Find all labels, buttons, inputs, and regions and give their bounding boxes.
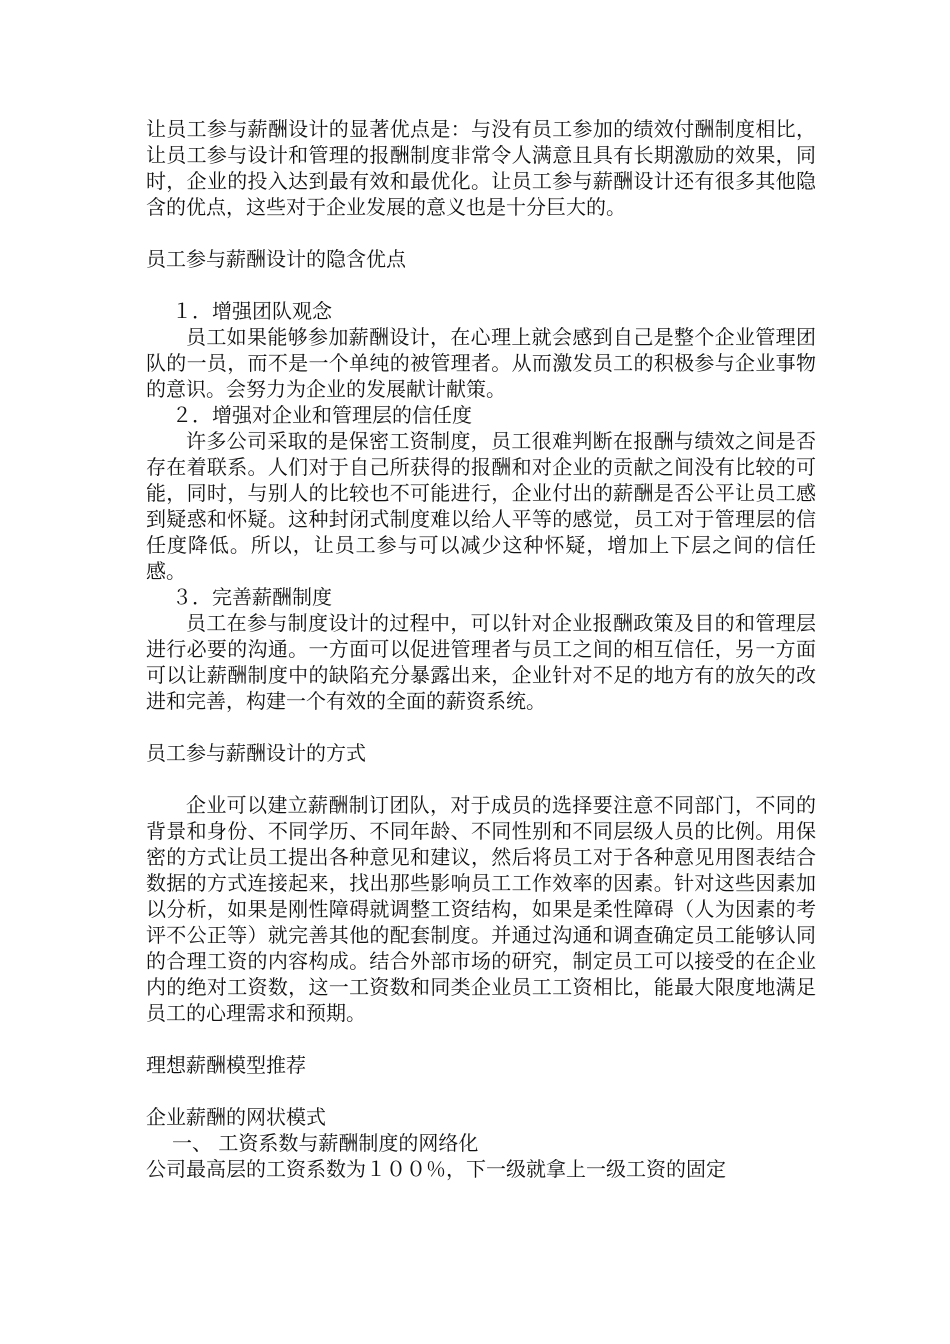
- spacer: [146, 766, 816, 792]
- spacer: [146, 1078, 816, 1104]
- intro-paragraph: 让员工参与薪酬设计的显著优点是：与没有员工参加的绩效付酬制度相比，让员工参与设计和管理的报酬制度非常令人满意且具有长期激励的效果，同时，企业的投入达到最有效和最优化。让员工参与薪酬设计还有很多其他隐含的优点，这些对于企业发展的意义也是十分巨大的。: [146, 117, 816, 219]
- section-heading-ideal-model: 理想薪酬模型推荐: [146, 1053, 306, 1077]
- document-page: [146, 116, 816, 1182]
- spacer: [146, 220, 816, 246]
- subsection-title: 一、 工资系数与薪酬制度的网络化: [172, 1131, 479, 1155]
- spacer: [146, 272, 816, 298]
- section-heading-network-model: 企业薪酬的网状模式: [146, 1105, 326, 1129]
- item-2-title: ２．增强对企业和管理层的信任度: [172, 403, 472, 427]
- section-heading-participation-methods: 员工参与薪酬设计的方式: [146, 741, 366, 765]
- item-1-title: １．增强团队观念: [172, 299, 332, 323]
- item-3-body: 员工在参与制度设计的过程中，可以针对企业报酬政策及目的和管理层进行必要的沟通。一方面可以促进管理者与员工之间的相互信任，另一方面可以让薪酬制度中的缺陷充分暴露出来，企业针对不足的地方有的放矢的改进和完善，构建一个有效的全面的薪资系统。: [146, 611, 816, 713]
- spacer: [146, 1026, 816, 1052]
- item-1-body: 员工如果能够参加薪酬设计，在心理上就会感到自己是整个企业管理团队的一员，而不是一个单纯的被管理者。从而激发员工的积极参与企业事物的意识。会努力为企业的发展献计献策。: [146, 325, 816, 401]
- item-3-title: ３．完善薪酬制度: [172, 585, 332, 609]
- spacer: [146, 714, 816, 740]
- last-line: 公司最高层的工资系数为１００％，下一级就拿上一级工资的固定: [146, 1157, 726, 1181]
- section-heading-hidden-advantages: 员工参与薪酬设计的隐含优点: [146, 247, 406, 271]
- item-2-body: 许多公司采取的是保密工资制度，员工很难判断在报酬与绩效之间是否存在着联系。人们对于自己所获得的报酬和对企业的贡献之间没有比较的可能，同时，与别人的比较也不可能进行，企业付出的薪酬是否公平让员工感到疑惑和怀疑。这种封闭式制度难以给人平等的感觉，员工对于管理层的信任度降低。所以，让员工参与可以减少这种怀疑，增加上下层之间的信任感。: [146, 429, 816, 583]
- section-2-body: 企业可以建立薪酬制订团队，对于成员的选择要注意不同部门，不同的背景和身份、不同学历、不同年龄、不同性别和不同层级人员的比例。用保密的方式让员工提出各种意见和建议，然后将员工对于各种意见用图表结合数据的方式连接起来，找出那些影响员工工作效率的因素。针对这些因素加以分析，如果是刚性障碍就调整工资结构，如果是柔性障碍（人为因素的考评不公正等）就完善其他的配套制度。并通过沟通和调查确定员工能够认同的合理工资的内容构成。结合外部市场的研究，制定员工可以接受的在企业内的绝对工资数，这一工资数和同类企业员工工资相比，能最大限度地满足员工的心理需求和预期。: [146, 793, 816, 1025]
